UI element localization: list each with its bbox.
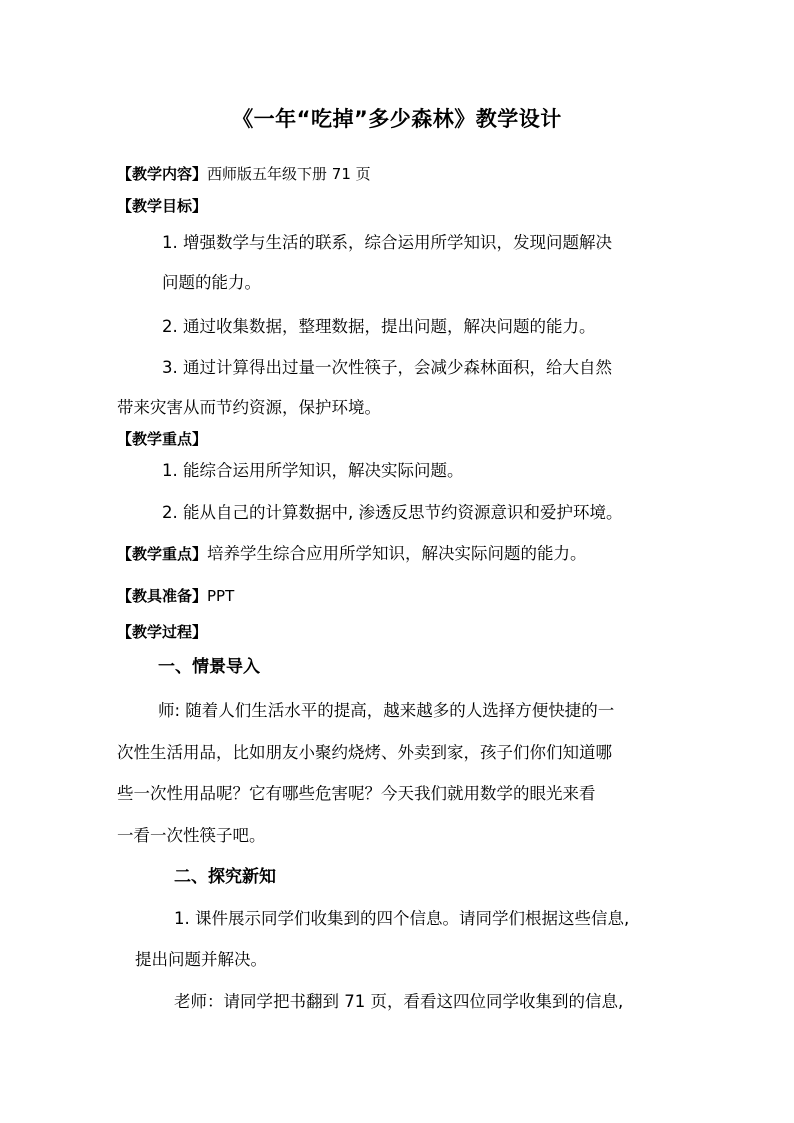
content-row (117, 163, 371, 185)
section1-heading: 一、情景导入 (158, 657, 260, 677)
section1-line: 些一次性用品呢？它有哪些危害呢？今天我们就用数学的眼光来看 (117, 784, 596, 803)
materials-value: PPT (207, 587, 235, 605)
section2-line: 老师：请同学把书翻到 71 页，看看这四位同学收集到的信息, (174, 992, 624, 1011)
document-title: 《一年“吃掉”多少森林》教学设计 (232, 107, 562, 131)
materials-label: 【教具准备】 (117, 587, 208, 605)
goals-label: 【教学目标】 (117, 197, 208, 215)
content-label: 【教学内容】 (117, 165, 208, 183)
section2-line: 1. 课件展示同学们收集到的四个信息。请同学们根据这些信息, (174, 909, 630, 928)
section1-line: 次性生活用品，比如朋友小聚约烧烤、外卖到家，孩子们你们知道哪 (117, 743, 612, 762)
goal-line: 问题的能力。 (162, 273, 261, 292)
materials-row (117, 585, 234, 607)
goal-line: 3. 通过计算得出过量一次性筷子，会减少森林面积，给大自然 (162, 358, 612, 377)
process-label: 【教学过程】 (117, 623, 208, 641)
key-points2-label: 【教学重点】 (117, 545, 208, 563)
key-point-line: 1. 能综合运用所学知识，解决实际问题。 (162, 461, 464, 480)
goal-line: 2. 通过收集数据，整理数据，提出问题，解决问题的能力。 (162, 317, 596, 336)
key-points-label: 【教学重点】 (117, 430, 208, 448)
goal-line: 1. 增强数学与生活的联系，综合运用所学知识，发现问题解决 (162, 233, 612, 252)
section2-heading: 二、探究新知 (174, 867, 276, 887)
key-points2-row (117, 543, 587, 565)
section1-line: 师: 随着人们生活水平的提高，越来越多的人选择方便快捷的一 (158, 701, 615, 720)
key-points2-value: 培养学生综合应用所学知识，解决实际问题的能力。 (207, 544, 587, 563)
section1-line: 一看一次性筷子吧。 (117, 826, 266, 845)
goal-line: 带来灾害从而节约资源，保护环境。 (117, 398, 381, 417)
section2-line: 提出问题并解决。 (135, 950, 267, 969)
content-value: 西师版五年级下册 71 页 (207, 165, 371, 183)
key-point-line: 2. 能从自己的计算数据中, 渗透反思节约资源意识和爱护环境。 (162, 503, 623, 522)
